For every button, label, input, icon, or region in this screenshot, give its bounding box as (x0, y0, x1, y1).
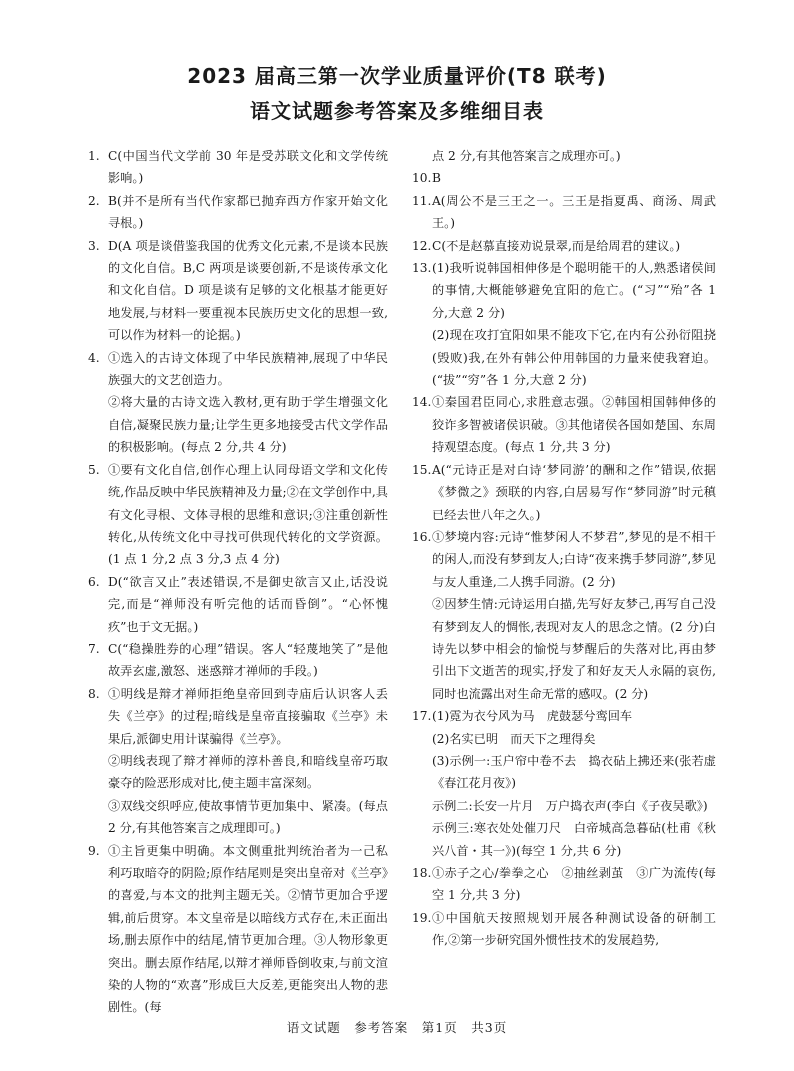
left-column (88, 145, 388, 1019)
answer-text: (2)现在攻打宜阳如果不能攻下它,在内有公孙衍阻挠(毁败)我,在外有韩公仲用韩国的力量来使我窘迫。(“拔”“穷”各 1 分,大意 2 分) (432, 328, 716, 388)
answer-item (412, 190, 716, 235)
page-footer: 语文试题 参考答案 第1页 共3页 (286, 1020, 508, 1035)
answer-text: (1)我听说韩国相伸侈是个聪明能干的人,熟悉诸侯间的事情,大概能够避免宜阳的危亡。(“习”“殆”各 1 分,大意 2 分) (432, 261, 716, 320)
answer-item (412, 907, 716, 952)
answer-text: ①赤子之心/拳拳之心 ②抽丝剥茧 ③广为流传(每空 1 分,共 3 分) (432, 866, 716, 903)
answer-number: 7. (88, 641, 100, 656)
answer-number: 11. (412, 193, 432, 208)
answer-number: 1. (88, 149, 100, 163)
answer-item (412, 167, 716, 189)
answer-text: 点 2 分,有其他答案言之成理亦可。) (432, 149, 621, 163)
answer-item (412, 862, 716, 907)
answer-item (412, 391, 716, 458)
answer-item (88, 145, 388, 190)
answer-item (88, 235, 388, 347)
answer-number: 15. (412, 462, 432, 477)
answer-text: ①中国航天按照规划开展各种测试设备的研制工作,②第一步研究国外惯性技术的发展趋势, (432, 910, 716, 948)
answer-item (88, 571, 388, 638)
answer-text: (2)名实已明 而天下之理得矣 (432, 731, 596, 746)
answer-text: ②明线表现了辩才禅师的淳朴善良,和暗线皇帝巧取豪夺的险恶形成对比,使主题丰富深刻。 (108, 753, 388, 791)
answer-item (88, 347, 388, 459)
answer-item (88, 683, 388, 840)
answer-text: ①选入的古诗文体现了中华民族精神,展现了中华民族强大的文艺创造力。 (108, 350, 388, 388)
answer-item (412, 235, 716, 257)
answer-number: 17. (412, 709, 432, 724)
document-title: 2023 届高三第一次学业质量评价(T8 联考) (187, 64, 607, 88)
answer-text: ①秦国君臣同心,求胜意志强。②韩国相国韩伸侈的狡诈多智被诸侯识破。③其他诸侯各国如楚国、东周持观望态度。(每点 1 分,共 3 分) (432, 395, 716, 455)
answer-text: D(A 项是谈借鉴我国的优秀文化元素,不是谈本民族的文化自信。B,C 两项是谈要创新,不是谈传承文化和文化自信。D 项是谈有足够的文化根基才能更好地发展,与材料一要重视本民族历史文化的思想一致,可以作为材料一的论据。) (108, 238, 388, 343)
answer-number: 2. (88, 193, 100, 208)
answer-text: ③双线交织呼应,使故事情节更加集中、紧凑。(每点 2 分,有其他答案言之成理即可。) (108, 798, 388, 836)
answer-number: 10. (412, 171, 432, 186)
answer-text: A(“元诗正是对白诗‘梦同游’的酬和之作”错误,依据《梦微之》颈联的内容,白居易写作“梦同游”时元稹已经去世八年之久。) (432, 462, 716, 522)
answer-number: 13. (412, 261, 432, 276)
answer-text: 示例三:寒衣处处催刀尺 白帝城高急暮砧(杜甫《秋兴八首・其一》)(每空 1 分,共 6 分) (432, 821, 716, 858)
answer-text: B (432, 171, 441, 186)
answer-text: A(周公不是三王之一。三王是指夏禹、商汤、周武王。) (432, 193, 716, 231)
answer-item (412, 526, 716, 705)
answer-text: ②将大量的古诗文选入教材,更有助于学生增强文化自信,凝聚民族力量;让学生更多地接受古代文学作品的积极影响。(每点 2 分,共 4 分) (108, 395, 388, 455)
answer-text: ②因梦生情:元诗运用白描,先写好友梦己,再写自己没有梦到友人的惆怅,表现对友人的思念之情。(2 分)白诗先以梦中相会的愉悦与梦醒后的失落对比,再由梦引出下文逝苦的现实,抒发了和好友天人永隔的哀伤,同时也流露出对生命无常的感叹。(2 分) (432, 597, 716, 701)
answer-item (412, 257, 716, 391)
answer-text: C(中国当代文学前 30 年是受苏联文化和文学传统影响。) (108, 149, 388, 186)
right-column (412, 145, 716, 952)
answer-text: (3)示例一:玉户帘中卷不去 捣衣砧上拂还来(张若虚《春江花月夜》) (432, 753, 716, 791)
answer-text: 示例二:长安一片月 万户捣衣声(李白《子夜吴歌》) (432, 798, 708, 813)
document-subtitle: 语文试题参考答案及多维细目表 (250, 99, 544, 123)
answer-text: D(“欲言又止”表述错误,不是御史欲言又止,话没说完,而是“禅师没有听完他的话而昏倒”。“心怀愧疚”也于文无据。) (108, 574, 388, 634)
answer-text: C(“稳操胜券的心理”错误。客人“轻蔑地笑了”是他故弄玄虚,激怒、迷惑辩才禅师的手段。) (108, 641, 388, 679)
answer-number: 16. (412, 529, 432, 544)
answer-text: ①明线是辩才禅师拒绝皇帝回到寺庙后认识客人丢失《兰亭》的过程;暗线是皇帝直接骗取《兰亭》未果后,派御史用计谋骗得《兰亭》。 (108, 686, 388, 746)
answer-number: 8. (88, 686, 100, 701)
answer-text: ①要有文化自信,创作心理上认同母语文学和文化传统,作品反映中华民族精神及力量;②在文学创作中,具有文化寻根、文体寻根的思维和意识;③注重创新性转化,从传统文化中寻找可供现代转化的文学资源。(1 点 1 分,2 点 3 分,3 点 4 分) (108, 462, 388, 567)
answer-text: C(不是赵慕直接劝说景翠,而是给周君的建议。) (432, 238, 681, 253)
answer-item (88, 638, 388, 683)
answer-number: 18. (412, 866, 432, 880)
answer-number: 6. (88, 574, 100, 589)
answer-number: 12. (412, 238, 432, 253)
answer-item (88, 840, 388, 1019)
answer-number: 14. (412, 395, 432, 410)
answer-item (412, 459, 716, 526)
answer-item (88, 190, 388, 235)
answer-item (412, 705, 716, 862)
answer-text: (1)霓为衣兮风为马 虎鼓瑟兮鸾回车 (432, 709, 633, 724)
answer-number: 4. (88, 350, 100, 365)
answer-text: B(并不是所有当代作家都已抛弃西方作家开始文化寻根。) (108, 193, 388, 231)
answer-number: 9. (88, 843, 100, 858)
answer-number: 5. (88, 462, 100, 477)
answer-item (88, 459, 388, 571)
answer-number: 3. (88, 238, 100, 253)
answer-item (412, 145, 716, 167)
answer-text: ①主旨更集中明确。本文侧重批判统治者为一己私利巧取暗夺的阴险;原作结尾则是突出皇帝对《兰亭》的喜爱,与本文的批判主题无关。②情节更加合乎逻辑,前后贯穿。本文皇帝是以暗线方式存在,未正面出场,删去原作中的结尾,情节更加合理。③人物形象更突出。删去原作结尾,以辩才禅师昏倒收束,与前文渲染的人物的“欢喜”形成巨大反差,更能突出人物的悲剧性。(每 (108, 843, 388, 1015)
answer-text: ①梦境内容:元诗“惟梦闲人不梦君”,梦见的是不相干的闲人,而没有梦到友人;白诗“夜来携手梦同游”,梦见与友人重逢,二人携手同游。(2 分) (432, 529, 716, 589)
answer-number: 19. (412, 910, 432, 925)
